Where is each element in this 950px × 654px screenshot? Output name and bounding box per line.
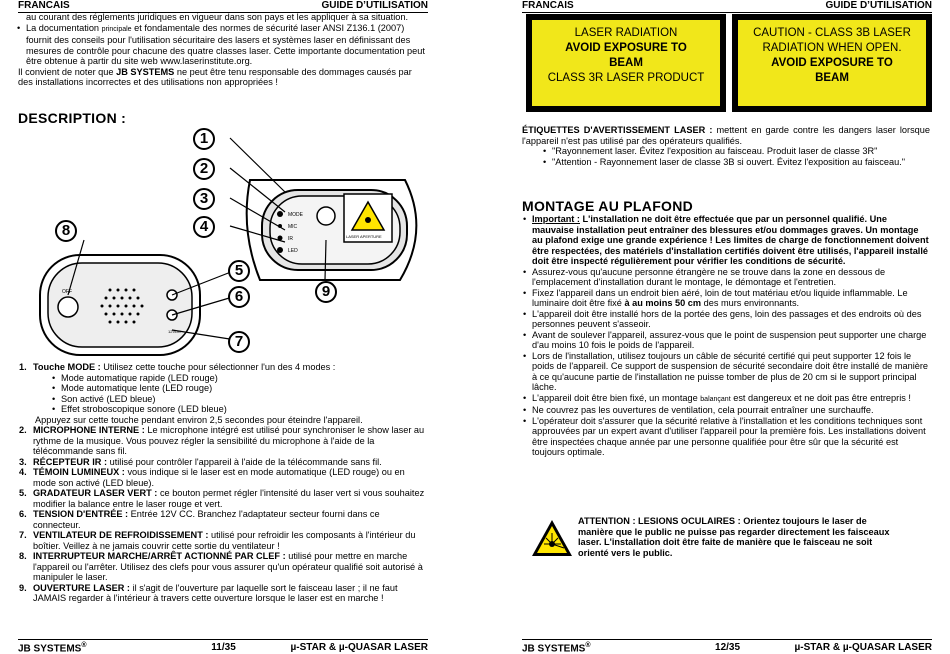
- callout-2: 2: [193, 158, 215, 180]
- montage-bullet: • L'opérateur doit s'assurer que la sécurité relative à l'installation et les conditions techniques sont approuvées par un expert avant d'utiliser l'appareil pour la première fois. Les installations doivent être inspectées chaque année par une personne qualifiée pour être sûr que la sécurité est toujours optimale.: [532, 416, 930, 458]
- intro-bullet: • La documentation principale et fondamentale des normes de sécurité laser ANSI Z136.1 (2007) fournit des conseils pour l'utilisation sécuritaire des lasers et systèmes laser en définissant des mesures de contrôle pour chacune des quatre classes laser. Cette importante documentation peut être obtenue à partir du site web www.laserinstitute.org.: [26, 23, 428, 67]
- left-footer: [18, 639, 428, 654]
- mode-option: • Effet stroboscopique sonore (LED bleue): [61, 404, 428, 415]
- panel-label-ir: IR: [288, 236, 293, 242]
- laser-aperture-label: LASER APERTURE: [346, 234, 382, 239]
- header-language: FRANCAIS: [522, 0, 574, 11]
- footer-page: 12/35: [715, 642, 741, 653]
- header-guide: GUIDE D’UTILISATION: [321, 0, 428, 11]
- montage-bullet: • Fixez l'appareil dans un endroit bien aéré, loin de tout matériau et/ou liquide inflammable. Le luminaire doit être fixé à au moins 50 cm des murs environnants.: [532, 288, 930, 309]
- right-footer: [522, 639, 932, 654]
- list-item: 4. TÉMOIN LUMINEUX : vous indique si le laser est en mode automatique (LED rouge) ou en mode son activé (LED bleue).: [19, 467, 405, 488]
- panel-label-led: LED: [288, 248, 298, 254]
- footer-product: µ-STAR & µ-QUASAR LASER: [794, 642, 932, 653]
- header-guide: GUIDE D’UTILISATION: [825, 0, 932, 11]
- montage-bullet: • Ne couvrez pas les ouvertures de ventilation, cela pourrait entraîner une surchauffe.: [532, 405, 930, 416]
- footer-product: µ-STAR & µ-QUASAR LASER: [290, 642, 428, 653]
- callout-3: 3: [193, 188, 215, 210]
- off-label: OFF: [62, 289, 72, 295]
- montage-bullet: • Lors de l'installation, utilisez toujours un câble de sécurité certifié qui peut supporter 12 fois le poids de l'appareil. Ce support de suspension de sécurité secondaire doit être installé de manière à ce qu'aucune partie de l'installation ne puisse tomber de plus de 20 cm si le support principal lâche.: [532, 351, 930, 393]
- left-intro: [18, 12, 428, 88]
- warning-label-class3r: LASER RADIATION AVOID EXPOSURE TO BEAM CLASS 3R LASER PRODUCT: [526, 14, 726, 112]
- montage-section: [522, 214, 930, 458]
- montage-bullet: • Avant de soulever l'appareil, assurez-vous que le point de suspension peut supporter une charge d'au moins 10 fois le poids de l'appareil.: [532, 330, 930, 351]
- intro-continuation: au courant des réglements juridiques en vigueur dans son pays et les appliquer à sa situation.: [26, 12, 409, 22]
- callout-8: 8: [55, 220, 77, 242]
- left-page: [18, 0, 428, 654]
- front-unit: [247, 180, 417, 280]
- section-title: DESCRIPTION :: [18, 110, 127, 126]
- list-item: 2. MICROPHONE INTERNE : Le microphone intégré est utilisé pour synchroniser le show laser au rythme de la musique. Vous pouvez régler la sensibilité du microphone à l'aide de la télécommande sans fil.: [19, 425, 425, 456]
- description-list: [18, 362, 428, 604]
- list-item: 7. VENTILATEUR DE REFROIDISSEMENT : utilisé pour refroidir les composants à l'intérieur du boîtier. Veillez à ne jamais couvrir cette sortie du ventilateur !: [19, 530, 416, 551]
- footer-page: 11/35: [211, 642, 236, 653]
- etiquette-bullet: • "Attention - Rayonnement laser de classe 3B si ouvert. Évitez l'exposition au faisceau.": [552, 157, 930, 168]
- callout-1: 1: [193, 128, 215, 150]
- warning-label-class3b: CAUTION - CLASS 3B LASER RADIATION WHEN OPEN. AVOID EXPOSURE TO BEAM: [732, 14, 932, 112]
- etiquette-bullet: • "Rayonnement laser. Évitez l'exposition au faisceau. Produit laser de classe 3R": [552, 146, 930, 157]
- list-item: 9. OUVERTURE LASER : il s'agit de l'ouverture par laquelle sort le faisceau laser ; il ne faut JAMAIS regarder à l'intérieur à travers cette ouverture lorsque le laser est en marche !: [19, 582, 398, 603]
- list-item: 6. TENSION D'ENTRÉE : Entrée 12V CC. Branchez l'adaptateur secteur fourni dans ce connecteur.: [19, 509, 380, 530]
- callout-7: 7: [228, 331, 250, 353]
- footer-brand: JB SYSTEMS®: [522, 642, 591, 654]
- montage-bullet: • L'appareil doit être installé hors de la portée des gens, loin des passages et des endroits où des personnes peuvent s'asseoir.: [532, 309, 930, 330]
- attention-block: ATTENTION : LESIONS OCULAIRES : Orientez toujours le laser de manière que le public ne puisse pas regarder directement les faisceaux laser. L'installation doit être faite de manière que le faisceau ne soit orienté vers le public.: [578, 516, 890, 558]
- list-item: 3. RÉCEPTEUR IR : utilisé pour contrôler l'appareil à l'aide de la télécommande sans fil.: [19, 456, 382, 467]
- footer-brand: JB SYSTEMS®: [18, 642, 87, 654]
- panel-label-mic: MIC: [288, 224, 298, 230]
- right-header: [522, 0, 932, 13]
- mode-option: • Mode automatique lente (LED rouge): [61, 383, 428, 394]
- callout-4: 4: [193, 216, 215, 238]
- list-item: 8. INTERRUPTEUR MARCHE/ARRÊT ACTIONNÉ PAR CLEF : utilisé pour mettre en marche l'appareil ou l'arrêter. Utilisez des clefs pour vous assurer qu'un opérateur qualifié soit autorisé à manipuler le laser.: [19, 551, 423, 582]
- right-page: [522, 0, 932, 654]
- list-item: 1. Touche MODE : Utilisez cette touche pour sélectionner l'un des 4 modes : • Mode automatique rapide (LED rouge) • Mode automatique lente (LED rouge) • Son activé (LED bleue) • Effet stroboscopique sonore (LED bleue) Appuyez sur cette touche pendant environ 2,5 secondes pour éteindre l'appareil.: [33, 362, 428, 425]
- montage-bullet: • Assurez-vous qu'aucune personne étrangère ne se trouve dans la zone en dessous de l'emplacement d'installation durant le montage, le démontage et l'entretien.: [532, 267, 930, 288]
- mode-option: • Son activé (LED bleue): [61, 394, 428, 405]
- header-language: FRANCAIS: [18, 0, 70, 11]
- etiquettes-section: ÉTIQUETTES D'AVERTISSEMENT LASER : mettent en garde contre les dangers laser lorsque l'appareil n'est pas utilisé par des opérateurs qualifiés. • "Rayonnement laser. Évitez l'exposition au faisceau. Produit laser de classe 3R" • "Attention - Rayonnement laser de classe 3B si ouvert. Évitez l'exposition au faisceau.": [522, 125, 930, 167]
- montage-bullet: • L'appareil doit être bien fixé, un montage balançant est dangereux et ne doit pas être entrepris !: [532, 393, 930, 406]
- intro-para: Il convient de noter que JB SYSTEMS ne peut être tenu responsable des dommages causés par des installations incorrectes et des utilisations non appropriées !: [18, 66, 412, 87]
- callout-9: 9: [315, 281, 337, 303]
- callout-5: 5: [228, 260, 250, 282]
- montage-title: MONTAGE AU PLAFOND: [522, 198, 694, 214]
- panel-label-mode: MODE: [288, 212, 303, 218]
- callout-6: 6: [228, 286, 250, 308]
- list-item: 5. GRADATEUR LASER VERT : ce bouton permet régler l'intensité du laser vert si vous souhaitez modifier la balance entre le laser rouge et vert.: [19, 488, 425, 509]
- laser-warning-icon: [530, 518, 574, 558]
- dc-label: 12VDC: [168, 329, 181, 334]
- back-unit: [40, 255, 200, 355]
- mode-option: • Mode automatique rapide (LED rouge): [61, 373, 428, 384]
- important-bullet: • Important : L'installation ne doit être effectuée que par un personnel qualifié. Une mauvaise installation peut entraîner des blessures et/ou dommages graves. Un montage au plafond exige une grande expérience ! Les limites de charge de fonctionnement doivent être respectées, des matériels d'installation certifiés doivent être utilisés, l'appareil installé doit être inspecté régulièrement pour vérifier les conditions de sécurité.: [532, 214, 930, 267]
